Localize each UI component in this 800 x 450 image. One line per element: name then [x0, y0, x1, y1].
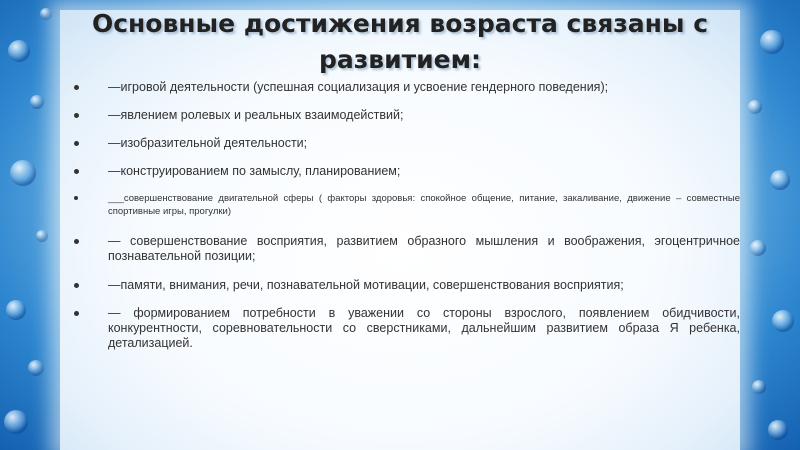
- list-item-text: —изобразительной деятельности;: [108, 136, 308, 150]
- list-item-text: —конструированием по замыслу, планированием;: [108, 164, 401, 178]
- water-drop-icon: [40, 8, 52, 20]
- list-item-text: — совершенствование восприятия, развитием образного мышления и воображения, эгоцентричное познавательной позиции;: [108, 234, 740, 263]
- slide-title: Основные достижения возраста связаны с развитием:: [91, 9, 709, 74]
- bullet-icon: [74, 196, 78, 200]
- water-drop-icon: [768, 420, 788, 440]
- water-drop-icon: [760, 30, 784, 54]
- bullet-icon: [74, 169, 79, 174]
- list-item-text: — формированием потребности в уважении со стороны взрослого, появлением обидчивости, конкурентности, соревновательности со сверстниками, дальнейшим развитием образа Я ребенка, детализацией.: [108, 306, 740, 350]
- water-drop-icon: [770, 170, 790, 190]
- water-drop-icon: [10, 160, 36, 186]
- water-drop-icon: [752, 380, 766, 394]
- list-item-text: —игровой деятельности (успешная социализация и усвоение гендерного поведения);: [108, 80, 609, 94]
- bullet-icon: [74, 311, 79, 316]
- water-drop-icon: [36, 230, 48, 242]
- bullet-icon: [74, 85, 79, 90]
- water-drop-icon: [6, 300, 26, 320]
- bullet-icon: [74, 141, 79, 146]
- water-drop-icon: [8, 40, 30, 62]
- bullet-icon: [74, 113, 79, 118]
- water-drop-icon: [28, 360, 44, 376]
- water-drop-icon: [748, 100, 762, 114]
- bullet-icon: [74, 239, 79, 244]
- water-drop-icon: [772, 310, 794, 332]
- water-drop-icon: [30, 95, 44, 109]
- list-item-text: ___совершенствование двигательной сферы ( факторы здоровья: спокойное общение, питание, закаливание, движение – совместные спортивные игры, прогулки): [108, 193, 740, 217]
- water-drop-icon: [750, 240, 766, 256]
- list-item-text: —памяти, внимания, речи, познавательной мотивации, совершенствования восприятия;: [108, 278, 624, 292]
- water-drop-icon: [4, 410, 28, 434]
- bullet-icon: [74, 283, 79, 288]
- list-item-text: —явлением ролевых и реальных взаимодействий;: [108, 108, 404, 122]
